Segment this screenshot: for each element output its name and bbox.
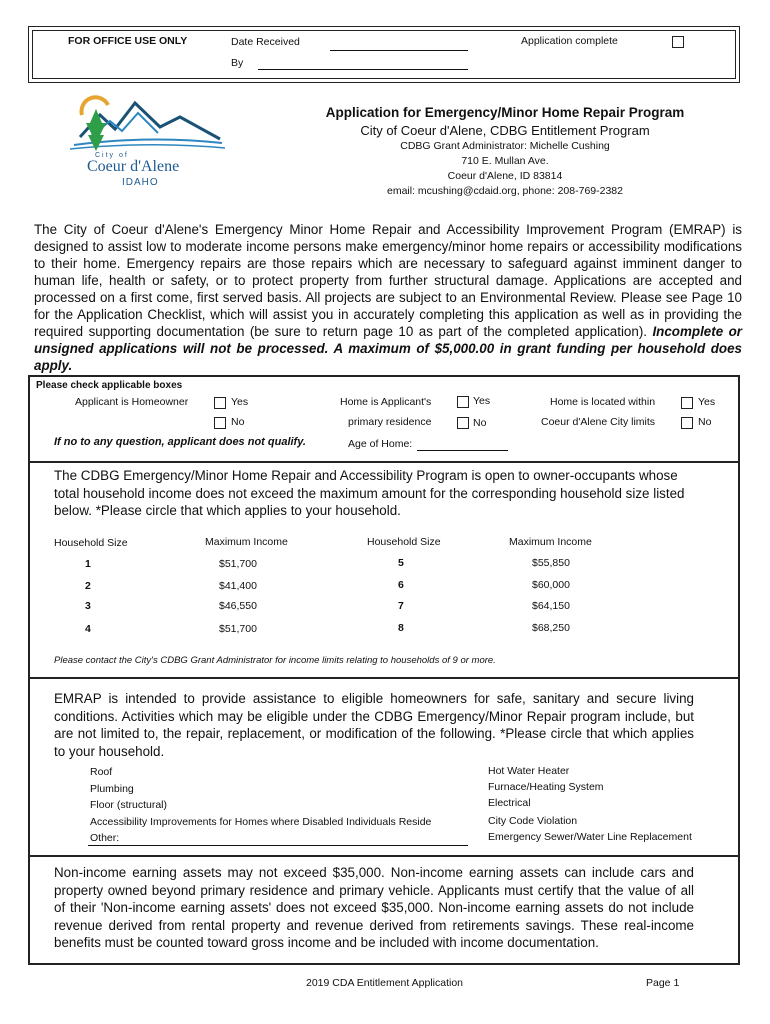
repair-item-water-heater: Hot Water Heater [488, 765, 570, 777]
income-note: Please contact the City's CDBG Grant Administrator for income limits relating to households of 9 or more. [54, 655, 496, 666]
repair-item-sewer-water: Emergency Sewer/Water Line Replacement [488, 831, 692, 843]
city-limits-yes-checkbox[interactable] [681, 397, 693, 409]
application-title: Application for Emergency/Minor Home Repair Program [325, 105, 685, 120]
by-label: By [231, 57, 244, 69]
residence-no-label: No [473, 417, 487, 429]
application-complete-label: Application complete [521, 35, 618, 47]
table-size-7: 7 [398, 600, 404, 612]
residence-no-checkbox[interactable] [457, 417, 469, 429]
qualification-warning: If no to any question, applicant does not qualify. [54, 436, 306, 448]
table-size-3: 3 [85, 600, 91, 612]
table-income-2: $41,400 [219, 580, 257, 592]
repair-item-furnace: Furnace/Heating System [488, 781, 604, 793]
income-paragraph: The CDBG Emergency/Minor Home Repair and Accessibility Program is open to owner-occupants whose total household income does not exceed the maximum amount for the corresponding household size listed below. *Please circle that which applies to your household. [54, 468, 685, 518]
homeowner-yes-checkbox[interactable] [214, 397, 226, 409]
residence-yes-checkbox[interactable] [457, 396, 469, 408]
homeowner-yes-label: Yes [231, 396, 249, 408]
assets-paragraph: Non-income earning assets may not exceed $35,000. Non-income earning assets can include cars and property owned beyond primary residence and primary vehicle. Applicants must certify that the value of all of their 'Non-income earning assets' does not exceed $35,000. Non-income earning assets do not include revenue derived from rental property and revenue derived from retirements savings. These real-income benefits must be counted toward gross income and be included with income documentation. [54, 865, 694, 950]
repairs-paragraph: EMRAP is intended to provide assistance to eligible homeowners for safe, sanitary and secure living conditions. Activities which may be eligible under the CDBG Emergency/Minor Repair program include, but are not limited to, the repair, replacement, or modification of the following. *Please circle that which applies to your household. [54, 691, 694, 759]
logo-city-of: City of [95, 152, 129, 159]
table-income-5: $55,850 [532, 557, 570, 569]
primary-residence-question-a: Home is Applicant's [340, 396, 432, 408]
table-income-4: $51,700 [219, 623, 257, 635]
admin-name: CDBG Grant Administrator: Michelle Cushing [400, 140, 610, 152]
table-size-8: 8 [398, 622, 404, 634]
footer-title: 2019 CDA Entitlement Application [306, 977, 464, 989]
homeowner-question: Applicant is Homeowner [75, 396, 189, 408]
intro-emphasis: Incomplete or unsigned applications will not be processed. A maximum of $5,000.00 in grant funding per household does apply. [34, 324, 742, 373]
contact-info: email: mcushing@cdaid.org, phone: 208-769-2382 [387, 185, 623, 197]
intro-text: The City of Coeur d'Alene's Emergency Minor Home Repair and Accessibility Improvement Program (EMRAP) is designed to assist low to moderate income persons make emergency/minor home repairs or accessibility modifications to their home. Emergency repairs are those repairs which are necessary to safeguard against imminent danger to human life, health or safety, or to protect property from further structural damage. Applications are accepted and processed on a first come, first served basis. All projects are subject to an Environmental Review. Please see Page 10 for the Application Checklist, which will assist you in accurately completing this application as well as in providing the required supporting documentation (be sure to return page 10 as part of the completed application). [34, 222, 742, 339]
table-income-3: $46,550 [219, 600, 257, 612]
homeowner-no-label: No [231, 416, 245, 428]
date-received-field[interactable] [330, 50, 468, 51]
repair-item-plumbing: Plumbing [90, 783, 134, 795]
residence-yes-label: Yes [473, 395, 491, 407]
max-income-header-left: Maximum Income [205, 536, 288, 548]
repair-item-electrical: Electrical [488, 797, 531, 809]
age-of-home-field[interactable] [417, 450, 508, 451]
city-limits-yes-label: Yes [698, 396, 716, 408]
table-income-7: $64,150 [532, 600, 570, 612]
other-repair-field[interactable] [88, 845, 468, 846]
max-income-header-right: Maximum Income [509, 536, 592, 548]
city-limits-question-a: Home is located within [550, 396, 656, 408]
repair-item-roof: Roof [90, 766, 113, 778]
address-line-2: Coeur d'Alene, ID 83814 [447, 170, 563, 182]
logo-city-name: Coeur d'Alene [87, 158, 180, 175]
homeowner-no-checkbox[interactable] [214, 417, 226, 429]
repair-item-other: Other: [90, 832, 120, 844]
city-limits-no-label: No [698, 416, 712, 428]
table-income-1: $51,700 [219, 558, 257, 570]
age-of-home-label: Age of Home: [348, 438, 413, 450]
repair-item-floor: Floor (structural) [90, 799, 168, 811]
household-size-header-left: Household Size [54, 537, 128, 549]
city-limits-no-checkbox[interactable] [681, 417, 693, 429]
table-size-4: 4 [85, 623, 91, 635]
table-size-5: 5 [398, 557, 404, 569]
table-size-2: 2 [85, 580, 91, 592]
table-size-6: 6 [398, 579, 404, 591]
repair-item-accessibility: Accessibility Improvements for Homes where Disabled Individuals Reside [90, 816, 432, 828]
household-size-header-right: Household Size [367, 536, 441, 548]
address-line-1: 710 E. Mullan Ave. [461, 155, 549, 167]
primary-residence-question-b: primary residence [348, 416, 432, 428]
office-use-label: FOR OFFICE USE ONLY [68, 35, 188, 47]
table-income-6: $60,000 [532, 579, 570, 591]
logo-state: IDAHO [122, 177, 159, 188]
repair-item-code-violation: City Code Violation [488, 815, 578, 827]
page-number: Page 1 [646, 977, 680, 989]
by-field[interactable] [258, 69, 468, 70]
table-size-1: 1 [85, 558, 91, 570]
eligibility-header: Please check applicable boxes [36, 380, 183, 391]
date-received-label: Date Received [231, 36, 300, 48]
table-income-8: $68,250 [532, 622, 570, 634]
program-subtitle: City of Coeur d'Alene, CDBG Entitlement Program [360, 123, 650, 138]
intro-paragraph [34, 221, 742, 374]
application-complete-checkbox[interactable] [672, 36, 684, 48]
city-limits-question-b: Coeur d'Alene City limits [541, 416, 656, 428]
